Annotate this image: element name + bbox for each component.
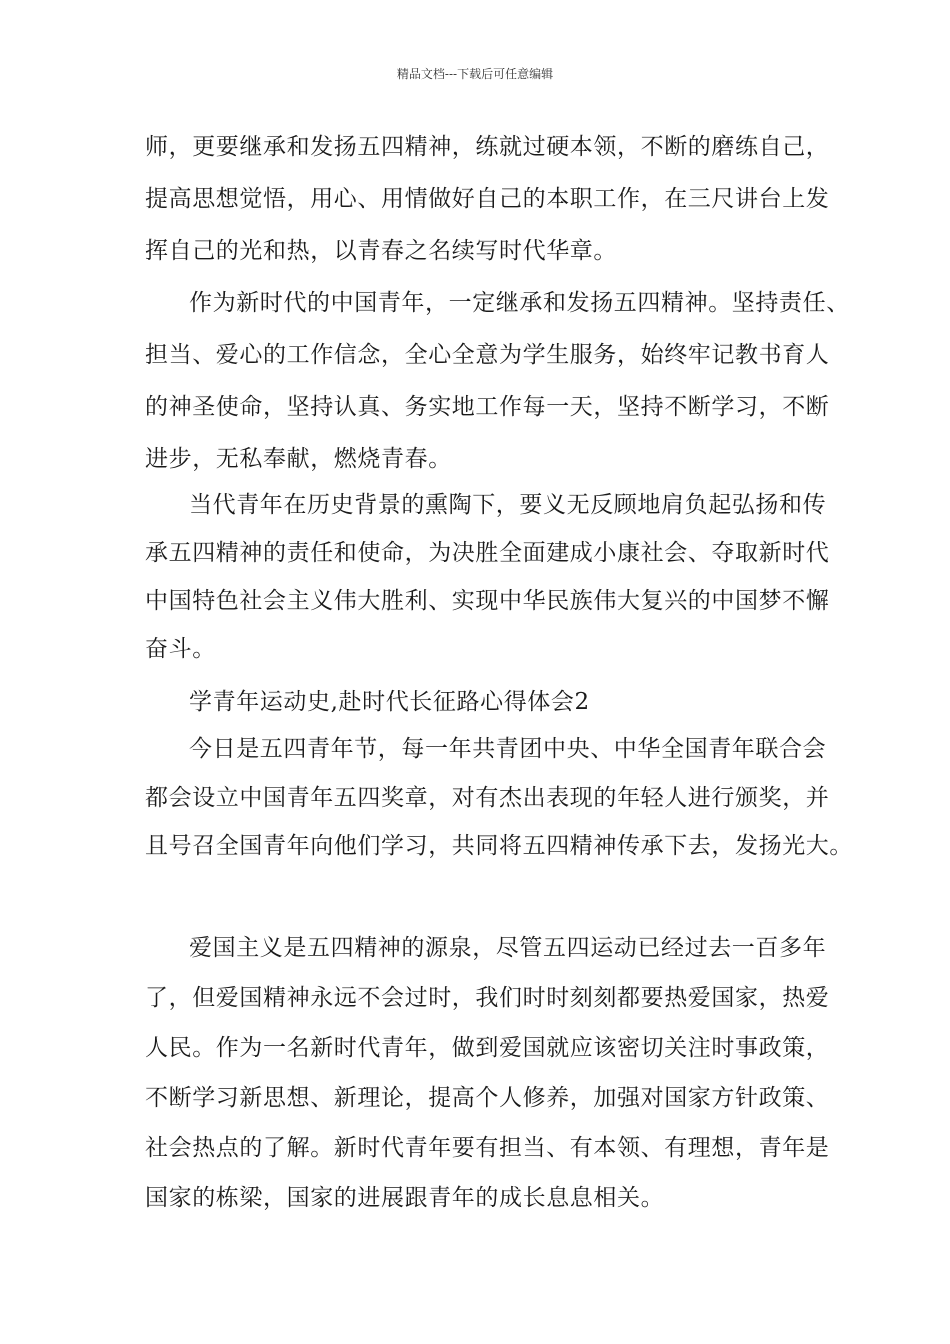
page-header: 精品文档---下载后可任意编辑 <box>396 67 554 81</box>
text-line: 挥自己的光和热，以青春之名续写时代华章。 <box>145 238 617 264</box>
text-line: 社会热点的了解。新时代青年要有担当、有本领、有理想，青年是 <box>145 1135 830 1161</box>
text-line: 的神圣使命，坚持认真、务实地工作每一天，坚持不断学习，不断 <box>145 394 830 420</box>
text-line: 中国特色社会主义伟大胜利、实现中华民族伟大复兴的中国梦不懈 <box>145 588 830 614</box>
text-line: 进步，无私奉献，燃烧青春。 <box>145 446 452 472</box>
section-heading: 学青年运动史,赴时代长征路心得体会2 <box>189 689 590 715</box>
text-line: 提高思想觉悟，用心、用情做好自己的本职工作，在三尺讲台上发 <box>145 186 830 212</box>
text-line: 作为新时代的中国青年，一定继承和发扬五四精神。坚持责任、 <box>189 290 850 316</box>
text-line: 今日是五四青年节，每一年共青团中央、中华全国青年联合会 <box>189 736 827 762</box>
text-line: 爱国主义是五四精神的源泉，尽管五四运动已经过去一百多年 <box>189 935 827 961</box>
text-line: 当代青年在历史背景的熏陶下，要义无反顾地肩负起弘扬和传 <box>189 492 827 518</box>
text-line: 担当、爱心的工作信念，全心全意为学生服务，始终牢记教书育人 <box>145 342 830 368</box>
text-line: 了，但爱国精神永远不会过时，我们时时刻刻都要热爱国家，热爱 <box>145 985 830 1011</box>
text-line: 都会设立中国青年五四奖章，对有杰出表现的年轻人进行颁奖，并 <box>145 785 830 811</box>
text-line: 不断学习新思想、新理论，提高个人修养，加强对国家方针政策、 <box>145 1085 830 1111</box>
text-line: 奋斗。 <box>145 636 216 662</box>
text-line: 且号召全国青年向他们学习，共同将五四精神传承下去，发扬光大。 <box>145 833 853 859</box>
text-line: 国家的栋梁，国家的进展跟青年的成长息息相关。 <box>145 1185 665 1211</box>
text-line: 承五四精神的责任和使命，为决胜全面建成小康社会、夺取新时代 <box>145 540 830 566</box>
text-line: 师，更要继承和发扬五四精神，练就过硬本领，不断的磨练自己， <box>145 134 830 160</box>
text-line: 人民。作为一名新时代青年，做到爱国就应该密切关注时事政策， <box>145 1035 830 1061</box>
